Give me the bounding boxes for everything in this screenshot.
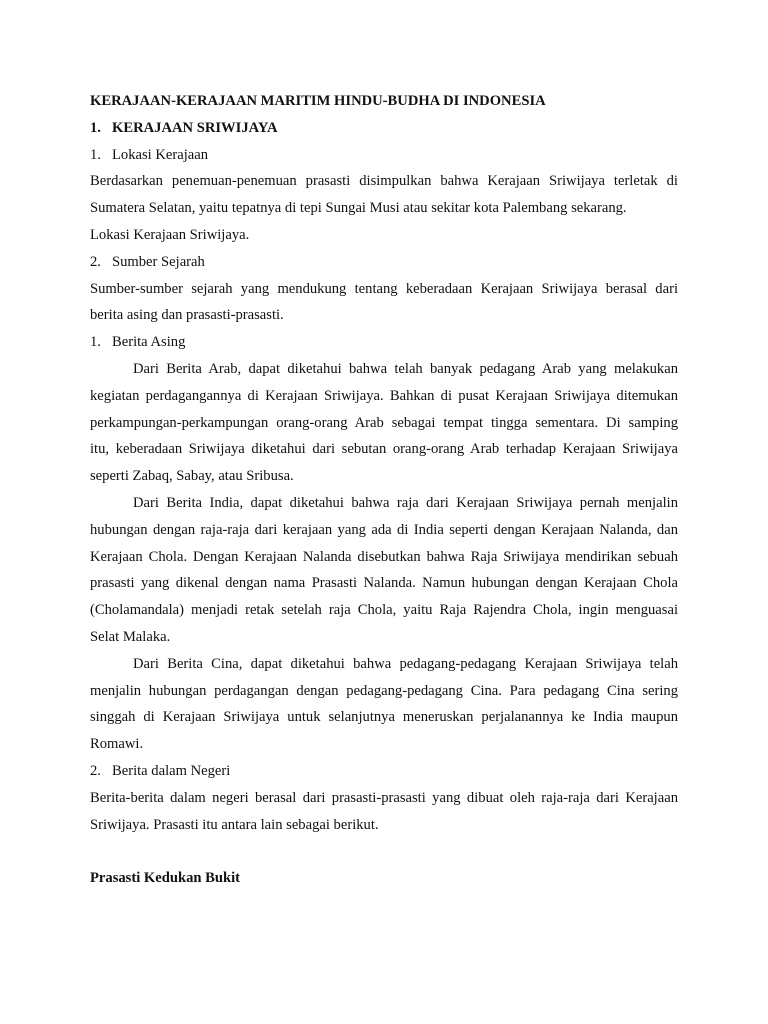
- subheading-number: 1.: [90, 334, 101, 351]
- paragraph-line: Lokasi Kerajaan Sriwijaya.: [90, 226, 250, 243]
- paragraph-line: Sumber-sumber sejarah yang mendukung tentang keberadaan Kerajaan Sriwijaya berasal dari: [90, 280, 678, 297]
- paragraph-line: (Cholamandala) menjadi retak setelah raja Chola, yaitu Raja Rajendra Chola, ingin menguasai: [90, 602, 678, 619]
- paragraph-line: singgah di Kerajaan Sriwijaya untuk selanjutnya meneruskan perjalanannya ke India maupun: [90, 709, 678, 726]
- paragraph-line: kegiatan perdagangannya di Kerajaan Sriwijaya. Bahkan di pusat Kerajaan Sriwijaya ditemukan: [90, 387, 678, 404]
- document-page: [90, 88, 678, 892]
- paragraph-line: Berita-berita dalam negeri berasal dari prasasti-prasasti yang dibuat oleh raja-raja dari Kerajaan: [90, 789, 678, 806]
- paragraph-line: prasasti yang dikenal dengan nama Prasasti Nalanda. Namun hubungan dengan Kerajaan Chola: [90, 575, 678, 592]
- subheading-title: Lokasi Kerajaan: [112, 146, 209, 163]
- paragraph-line: Dari Berita Arab, dapat diketahui bahwa telah banyak pedagang Arab yang melakukan: [133, 360, 678, 377]
- paragraph-line: Selat Malaka.: [90, 628, 171, 645]
- paragraph-line: perkampungan-perkampungan orang-orang Arab sebagai tempat tingga sementara. Di samping: [90, 414, 678, 431]
- paragraph-line: Sriwijaya. Prasasti itu antara lain sebagai berikut.: [90, 816, 379, 833]
- section-number: 1.: [90, 119, 101, 136]
- subheading-number: 2.: [90, 762, 101, 779]
- subheading-lokasi: [90, 142, 678, 169]
- paragraph-line: Sumatera Selatan, yaitu tepatnya di tepi Sungai Musi atau sekitar kota Palembang sekarang.: [90, 200, 627, 217]
- paragraph-line: Dari Berita India, dapat diketahui bahwa raja dari Kerajaan Sriwijaya pernah menjalin: [133, 494, 678, 511]
- subheading-berita-negeri: [90, 758, 678, 785]
- prasasti-heading: Prasasti Kedukan Bukit: [90, 870, 241, 887]
- paragraph-line: seperti Zabaq, Sabay, atau Sribusa.: [90, 468, 294, 485]
- paragraph-line: menjalin hubungan perdagangan dengan pedagang-pedagang Cina. Para pedagang Cina sering: [90, 682, 678, 699]
- paragraph-line: Romawi.: [90, 736, 144, 753]
- blank-line: [90, 838, 678, 865]
- document-title: KERAJAAN-KERAJAAN MARITIM HINDU-BUDHA DI INDONESIA: [90, 93, 546, 109]
- section-title: KERAJAAN SRIWIJAYA: [112, 119, 278, 136]
- paragraph-line: hubungan dengan raja-raja dari kerajaan yang ada di India seperti dengan Kerajaan Nalanda, dan: [90, 521, 678, 538]
- subheading-title: Sumber Sejarah: [112, 253, 205, 270]
- subheading-title: Berita Asing: [112, 334, 186, 351]
- paragraph-line: Dari Berita Cina, dapat diketahui bahwa pedagang-pedagang Kerajaan Sriwijaya telah: [133, 655, 678, 672]
- subheading-number: 2.: [90, 253, 101, 270]
- subheading-berita-asing: [90, 329, 678, 356]
- subheading-number: 1.: [90, 146, 101, 163]
- paragraph-line: Berdasarkan penemuan-penemuan prasasti disimpulkan bahwa Kerajaan Sriwijaya terletak di: [90, 173, 678, 190]
- section-heading-sriwijaya: [90, 115, 678, 142]
- paragraph-line: berita asing dan prasasti-prasasti.: [90, 307, 284, 324]
- paragraph-line: itu, keberadaan Sriwijaya diketahui dari sebutan orang-orang Arab terhadap Kerajaan Sriwijaya: [90, 441, 678, 458]
- paragraph-line: Kerajaan Chola. Dengan Kerajaan Nalanda disebutkan bahwa Raja Sriwijaya mendirikan sebuah: [90, 548, 678, 565]
- subheading-sumber: [90, 249, 678, 276]
- subheading-title: Berita dalam Negeri: [112, 762, 231, 779]
